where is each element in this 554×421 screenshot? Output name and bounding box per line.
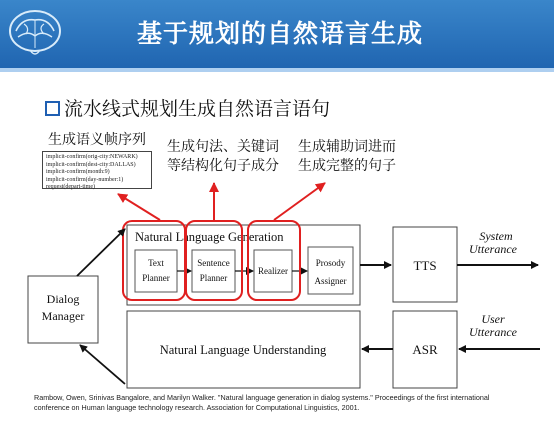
dialog-acts-label: 生成语义帧序列	[48, 132, 146, 148]
dialog-act: implicit-confirm(day-number:1)	[46, 176, 124, 183]
dialog-act: request(depart-time)	[46, 184, 95, 191]
dialog-manager-label: Dialog	[46, 292, 80, 306]
red-arrow	[274, 183, 325, 220]
sentence-planner-label: Planner	[199, 273, 228, 283]
sentence-label-line2: 等结构化句子成分	[167, 158, 279, 174]
dialog-act: implicit-confirm(month:9)	[46, 169, 110, 176]
dialog-act: implicit-confirm(orig-city:NEWARK)	[46, 154, 138, 160]
realizer-label-line2: 生成完整的句子	[298, 158, 396, 174]
nlg-title: Natural Language Generation	[135, 230, 284, 244]
citation	[34, 393, 539, 412]
text-planner-label: Planner	[142, 273, 170, 283]
asr-label: ASR	[412, 342, 438, 357]
dialog-act: implicit-confirm(dest-city:DALLAS)	[46, 161, 136, 168]
red-arrow	[118, 194, 160, 220]
prosody-assigner-label: Assigner	[314, 276, 347, 286]
realizer-label-line1: 生成辅助词进而	[298, 139, 396, 155]
sentence-label-line1: 生成句法、关键词	[167, 139, 279, 155]
text-planner-box	[135, 250, 177, 292]
nlu-label: Natural Language Understanding	[159, 343, 327, 357]
dialog-manager-label: Manager	[41, 309, 85, 323]
prosody-assigner-box	[308, 247, 353, 294]
prosody-assigner-label: Prosody	[315, 258, 346, 268]
citation-line: conference on Human language technology research. Association for Computational Linguistics, 2001.	[34, 402, 360, 412]
arrow	[77, 229, 125, 276]
system-utterance-label: Utterance	[469, 242, 517, 256]
text-planner-label: Text	[148, 258, 164, 268]
user-utterance-label: Utterance	[469, 325, 517, 339]
bullet-text: 流水线式规划生成自然语言语句	[64, 98, 331, 120]
realizer-label: Realizer	[258, 266, 288, 276]
system-utterance-label: System	[479, 229, 513, 243]
sentence-planner-label: Sentence	[197, 258, 230, 268]
tts-label: TTS	[413, 258, 437, 273]
arrow	[80, 345, 125, 384]
user-utterance-label: User	[481, 312, 505, 326]
citation-line: Rambow, Owen, Srinivas Bangalore, and Marilyn Walker. "Natural language generation in dialog systems." Proceedings of the first international	[34, 393, 490, 402]
slide-title: 基于规划的自然语言生成	[136, 19, 423, 48]
sentence-planner-box	[192, 250, 235, 292]
